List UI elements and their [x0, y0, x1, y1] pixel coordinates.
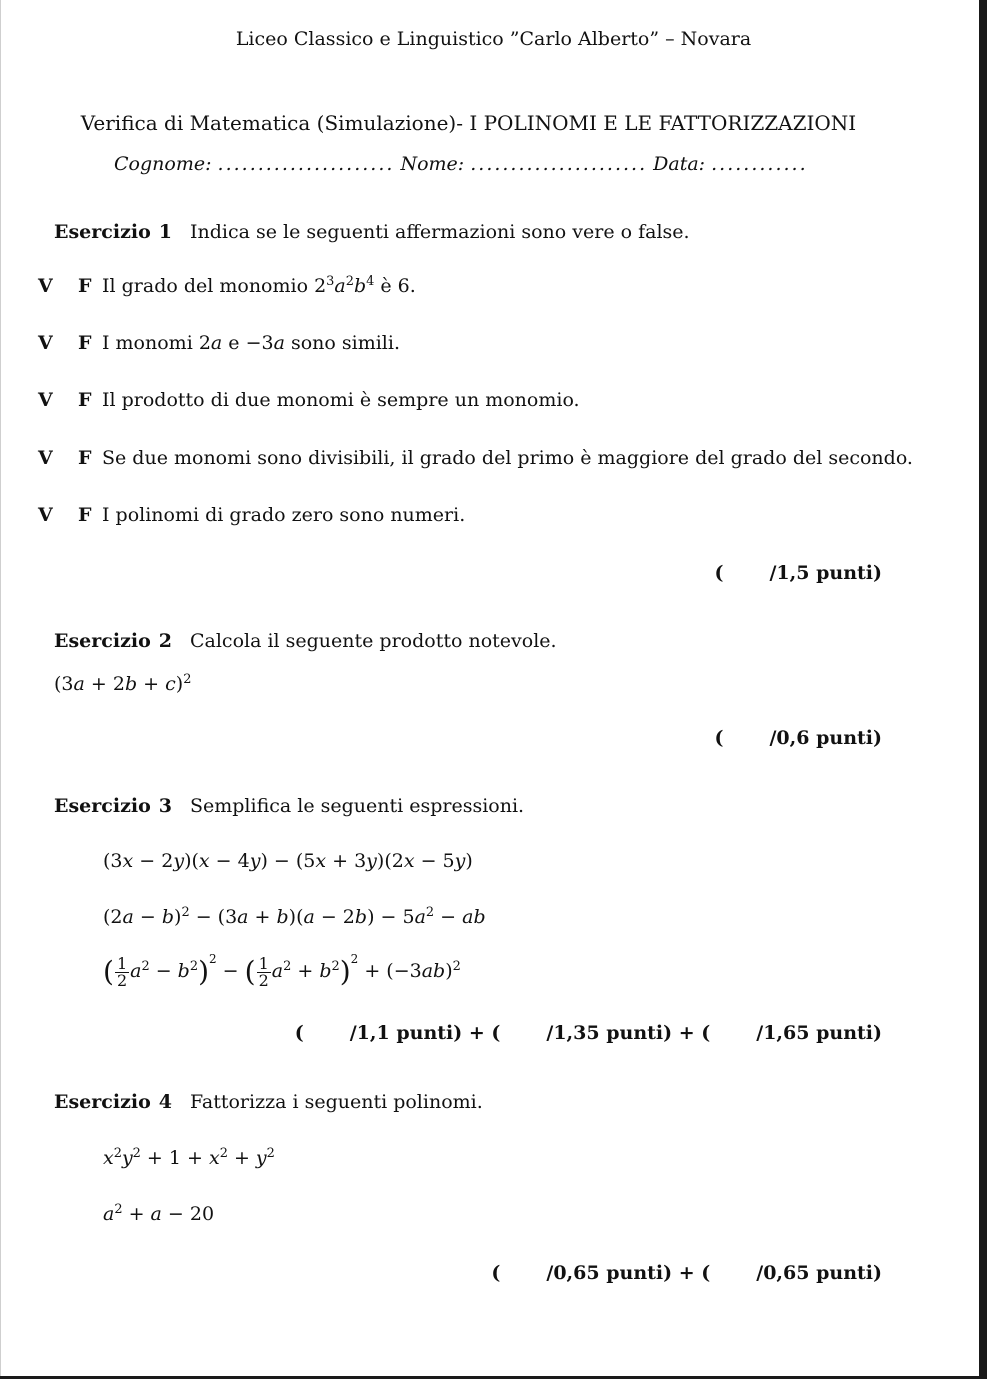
monomial-expression: 2a	[198, 332, 223, 354]
statement-text-end: è 6.	[380, 275, 416, 297]
school-name: Liceo Classico e Linguistico ”Carlo Alberto” – Novara	[235, 28, 752, 50]
student-info-line	[114, 153, 808, 175]
exercise-number: 3	[158, 795, 172, 817]
data-field[interactable]: ............	[711, 153, 808, 175]
test-title: Verifica di Matematica (Simulazione)- I POLINOMI E LE FATTORIZZAZIONI	[80, 111, 857, 135]
nome-label: Nome:	[400, 153, 465, 175]
exercise-number: 2	[158, 630, 172, 652]
exercise-2-heading	[54, 630, 557, 652]
true-option[interactable]: V	[38, 275, 53, 297]
exercise-3-heading	[54, 795, 524, 817]
expression-4-2: $a^2 + a - 20$	[103, 1201, 215, 1225]
true-option[interactable]: V	[38, 504, 53, 526]
exercise-instruction: Fattorizza i seguenti polinomi.	[189, 1091, 483, 1113]
exercise-1-heading	[54, 221, 690, 243]
statement-text: Il grado del monomio	[102, 275, 309, 297]
expression-2-1: $(3a + 2b + c)^2$	[54, 671, 192, 695]
false-option[interactable]: F	[78, 389, 92, 411]
score-text: /0,65 punti)	[756, 1262, 882, 1284]
score-open-paren: (	[714, 727, 724, 749]
statement-text-end: sono simili.	[290, 332, 401, 354]
exercise-instruction: Calcola il seguente prodotto notevole.	[189, 630, 557, 652]
expression-3-2: $(2a - b)^2 - (3a + b)(a - 2b) - 5a^2$ − ab	[103, 904, 486, 928]
vf-item-1	[38, 275, 416, 297]
true-option[interactable]: V	[38, 389, 53, 411]
score-text: /0,6 punti)	[769, 727, 882, 749]
vf-item-3	[38, 389, 580, 411]
exercise-label: Esercizio	[54, 1091, 151, 1113]
statement-text-mid: e	[228, 332, 240, 354]
false-option[interactable]: F	[78, 504, 92, 526]
exercise-4-heading	[54, 1091, 483, 1113]
cognome-field[interactable]: ......................	[217, 153, 395, 175]
nome-field[interactable]: ......................	[470, 153, 648, 175]
page-right-border	[979, 0, 987, 1379]
exercise-2-score	[714, 727, 882, 749]
exercise-4-score	[491, 1262, 882, 1284]
true-option[interactable]: V	[38, 447, 53, 469]
statement-text: I monomi	[102, 332, 193, 354]
false-option[interactable]: F	[78, 332, 92, 354]
score-text: /1,35 punti) + (	[546, 1022, 711, 1044]
statement-text: Il prodotto di due monomi è sempre un monomio.	[102, 389, 580, 411]
exercise-3-score	[295, 1022, 882, 1044]
expression-3-3: ( $\frac{1}{2}$ $a^2 - b^2)^2$ − ( $\frac{1}{2}$ $a^2 + b^2)^2 + (-3ab)^2$	[103, 952, 461, 990]
score-text: /1,1 punti) + (	[349, 1022, 501, 1044]
exercise-number: 1	[158, 221, 172, 243]
score-text: /0,65 punti) + (	[546, 1262, 711, 1284]
statement-text: I polinomi di grado zero sono numeri.	[102, 504, 466, 526]
false-option[interactable]: F	[78, 275, 92, 297]
true-option[interactable]: V	[38, 332, 53, 354]
monomial-expression: $2^3a^2b^4$	[314, 273, 375, 297]
expression-4-1: $x^2y^2 + 1 + x^2 + y^2$	[103, 1145, 275, 1169]
vf-item-4	[38, 447, 913, 469]
exercise-label: Esercizio	[54, 795, 151, 817]
score-open-paren: (	[294, 1022, 304, 1044]
exercise-number: 4	[158, 1091, 172, 1113]
exercise-1-score	[714, 562, 882, 584]
score-open-paren: (	[491, 1262, 501, 1284]
exercise-label: Esercizio	[54, 221, 151, 243]
score-text: /1,65 punti)	[756, 1022, 882, 1044]
exercise-instruction: Semplifica le seguenti espressioni.	[189, 795, 525, 817]
exercise-instruction: Indica se le seguenti affermazioni sono vere o false.	[189, 221, 690, 243]
page-left-edge	[0, 0, 1, 1379]
data-label: Data:	[653, 153, 706, 175]
score-text: /1,5 punti)	[769, 562, 882, 584]
exercise-label: Esercizio	[54, 630, 151, 652]
vf-item-5	[38, 504, 465, 526]
false-option[interactable]: F	[78, 447, 92, 469]
monomial-expression: −3a	[245, 332, 285, 354]
vf-item-2	[38, 332, 400, 354]
cognome-label: Cognome:	[114, 153, 212, 175]
statement-text: Se due monomi sono divisibili, il grado del primo è maggiore del grado del secondo.	[102, 447, 913, 469]
score-open-paren: (	[714, 562, 724, 584]
expression-3-1: (3x − 2y)(x − 4y) − (5x + 3y)(2x − 5y)	[103, 850, 473, 872]
